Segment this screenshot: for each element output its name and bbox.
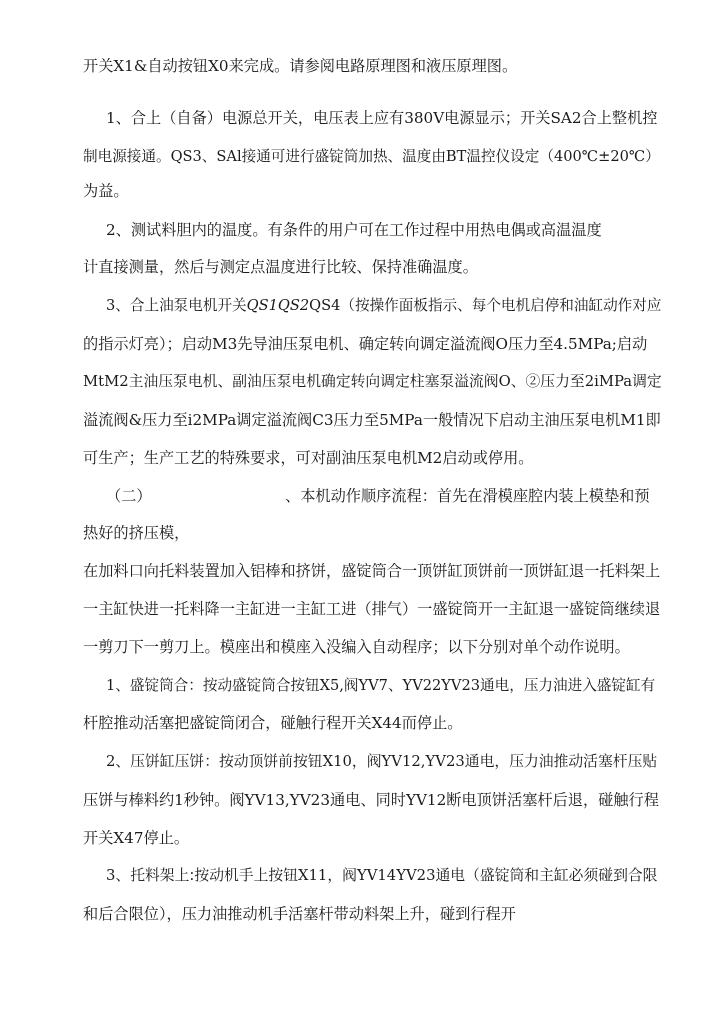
text-line: 1、盛锭筒合：按动盛锭筒合按钮X5,阀YV7、YV22YV23通电，压力油进入盛锭缸有 bbox=[106, 677, 656, 694]
text-line: 和后合限位），压力油推动机手活塞杆带动料架上升，碰到行程开 bbox=[83, 905, 516, 923]
text-line: 一主缸快进一托料降一主缸进一主缸工进（排气）一盛锭筒开一主缸退一盛锭筒继续退 bbox=[83, 600, 661, 618]
text-line: 、本机动作顺序流程：首先在滑模座腔内装上模垫和预 bbox=[285, 487, 650, 505]
text-line: 的指示灯亮）；启动M3先导油压泵电机、确定转向调定溢流阀O压力至4.5MPa;启动 bbox=[83, 335, 648, 353]
text-line: 2、压饼缸压饼：按动顶饼前按钮X10，阀YV12,YV23通电，压力油推动活塞杆压贴 bbox=[106, 753, 658, 770]
text-line: 一剪刀下一剪刀上。模座出和模座入没编入自动程序；以下分别对单个动作说明。 bbox=[83, 638, 630, 656]
text-line: 1、合上（自备）电源总开关，电压表上应有380V电源显示；开关SA2合上整机控 bbox=[106, 109, 658, 127]
text-line: 为益。 bbox=[83, 182, 129, 200]
text-line: 在加料口向托料装置加入铝棒和挤饼，盛锭筒合一顶饼缸顶饼前一顶饼缸退一托料架上 bbox=[83, 562, 661, 580]
text-line: 计直接测量，然后与测定点温度进行比较、保持准确温度。 bbox=[83, 258, 478, 276]
text-line: 3、托料架上:按动机手上按钮X11，阀YV14YV23通电（盛锭筒和主缸必须碰到合限 bbox=[106, 867, 658, 884]
text-line: 压饼与棒料约1秒钟。阀YV13,YV23通电、同时YV12断电顶饼活塞杆后退，碰触行程 bbox=[83, 791, 659, 809]
text-line: 溢流阀&压力至i2MPa调定溢流阀C3压力至5MPa一般情况下启动主油压泵电机M1即 bbox=[83, 411, 661, 429]
text-line: 开关X47停止。 bbox=[83, 829, 190, 847]
section-heading-number: （二） bbox=[106, 487, 152, 505]
text-line: MtM2主油压泵电机、副油压泵电机确定转向调定柱塞泵溢流阀O、②压力至2iMPa调定 bbox=[83, 373, 662, 390]
text-line: 可生产；生产工艺的特殊要求，可对副油压泵电机M2启动或停用。 bbox=[83, 449, 534, 467]
text-line: 热好的挤压模， bbox=[83, 524, 190, 542]
text-line: 2、测试料胆内的温度。有条件的用户可在工作过程中用热电偶或高温温度 bbox=[106, 221, 602, 239]
text-line: 3、合上油泵电机开关QS1QS2QS4（按操作面板指示、每个电机启停和油缸动作对应 bbox=[106, 297, 662, 314]
text-line: 杆腔推动活塞把盛锭筒闭合，碰触行程开关X44而停止。 bbox=[83, 714, 463, 732]
text-line: 开关X1&自动按钮X0来完成。请参阅电路原理图和液压原理图。 bbox=[83, 57, 518, 75]
text-line: 制电源接通。QS3、SAl接通可进行盛锭筒加热、温度由BT温控仪设定（400℃±20℃） bbox=[83, 148, 660, 165]
